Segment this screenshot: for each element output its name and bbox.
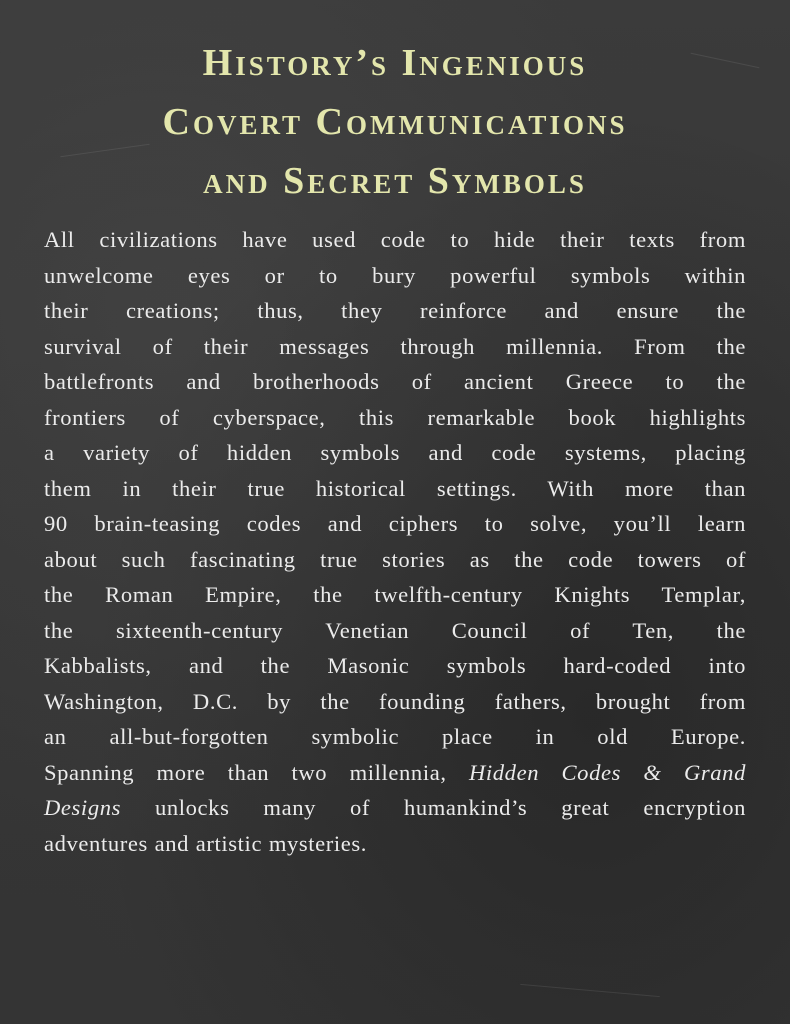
blurb-line: the sixteenth-century Venetian Council of Ten, the (44, 617, 746, 643)
blurb-line (44, 755, 746, 791)
blurb-line: about such fascinating true stories as the code towers of (44, 546, 746, 572)
blurb-line: the Roman Empire, the twelfth-century Knights Templar, (44, 582, 746, 607)
blurb-line: unwelcome eyes or to bury powerful symbols within (44, 262, 746, 288)
chalk-scratch (520, 984, 660, 997)
blurb-text: Spanning more than two millennia, (44, 759, 469, 785)
blurb-line: their creations; thus, they reinforce and ensure the (44, 298, 746, 323)
blurb-paragraph (44, 222, 746, 861)
blurb-line: Washington, D.C. by the founding fathers, brought from (44, 688, 746, 714)
heading-line-2: Covert Communications (162, 101, 628, 143)
book-title-italic: Designs (44, 795, 122, 820)
blurb-line: them in their true historical settings. With more than (44, 475, 746, 501)
blurb-line: survival of their messages through millennia. From the (44, 333, 746, 359)
blurb-line: Kabbalists, and the Masonic symbols hard-coded into (44, 653, 746, 678)
heading-line-3: and Secret Symbols (203, 160, 587, 202)
blurb-line: 90 brain-teasing codes and ciphers to solve, you’ll learn (44, 511, 746, 536)
blurb-line: frontiers of cyberspace, this remarkable book highlights (44, 404, 746, 430)
blurb-line: battlefronts and brotherhoods of ancient Greece to the (44, 369, 746, 394)
blurb-line: a variety of hidden symbols and code systems, placing (44, 440, 746, 465)
blurb-line: adventures and artistic mysteries. (44, 830, 368, 856)
blurb-line: an all-but-forgotten symbolic place in old Europe. (44, 724, 746, 749)
blurb-line (44, 790, 746, 826)
blurb-text: unlocks many of humankind’s great encryption (121, 795, 746, 820)
book-title-italic: Hidden Codes & Grand (468, 759, 746, 785)
cover-heading (0, 34, 790, 211)
blurb-line: All civilizations have used code to hide their texts from (44, 227, 746, 252)
heading-line-1: History’s Ingenious (202, 42, 588, 84)
